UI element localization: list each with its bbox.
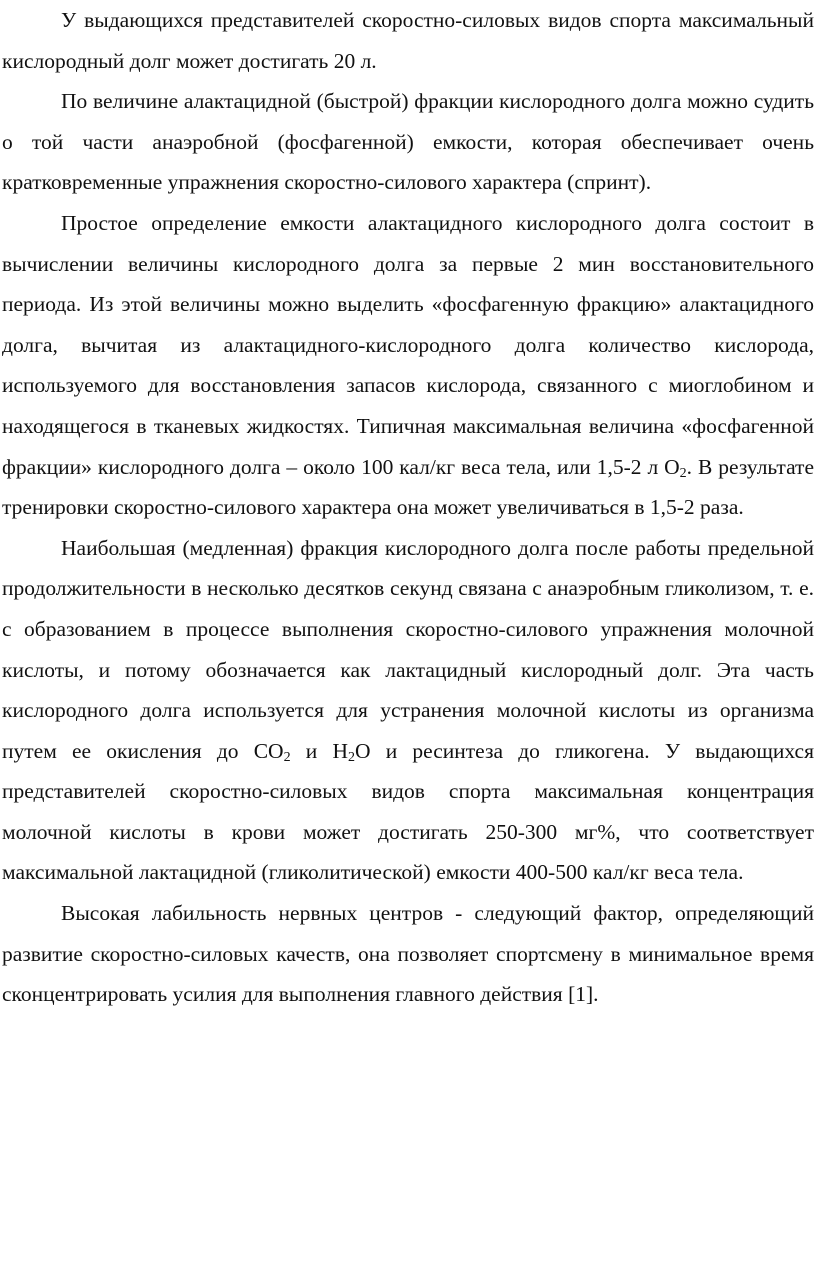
paragraph-text: У выдающихся представителей скоростно-силовых видов спорта максимальный кислородный долг может достигать 20 л. (2, 8, 814, 73)
paragraph-text: . В результате тренировки скоростно-силового характера она может увеличиваться в 1,5-2 раза. (2, 454, 814, 520)
paragraph-text: По величине алактацидной (быстрой) фракции кислородного долга можно судить о той части анаэробной (фосфагенной) емкости, которая обеспечивает очень кратковременные упражнения скоростно-силового характера (спринт). (2, 89, 814, 195)
document-page (2, 0, 814, 1015)
subscript-2: 2 (679, 465, 687, 481)
paragraph-phosphagen-fraction (2, 203, 814, 528)
paragraph-text: Высокая лабильность нервных центров - следующий фактор, определяющий развитие скоростно-силовых качеств, она позволяет спортсмену в минимальное время сконцентрировать усилия для выполнения главного действия [1]. (2, 901, 814, 1007)
paragraph-lactacid-debt (2, 528, 814, 893)
paragraph-text: Простое определение емкости алактацидного кислородного долга состоит в вычислении величины кислородного долга за первые 2 мин восстановительного периода. Из этой величины можно выделить «фосфагенную фракцию» алактацидного долга, вычитая из алактацидного-кислородного долга количество кислорода, используемого для восстановления запасов кислорода, связанного с миоглобином и находящегося в тканевых жидкостях. Типичная максимальная величина «фосфагенной фракции» кислородного долга – около 100 кал/кг веса тела, или 1,5-2 л O (2, 210, 814, 479)
paragraph-max-oxygen-debt (2, 0, 814, 81)
subscript-2: 2 (348, 749, 355, 765)
paragraph-text: и H (290, 738, 348, 763)
paragraph-alactacid-fraction (2, 81, 814, 203)
paragraph-text: Наибольшая (медленная) фракция кислородного долга после работы предельной продолжительности в несколько десятков секунд связана с анаэробным гликолизом, т. е. с образованием в процессе выполнения скоростно-силового упражнения молочной кислоты, и потому обозначается как лактацидный кислородный долг. Эта часть кислородного долга используется для устранения молочной кислоты из организма путем ее окисления до CO (2, 535, 814, 763)
paragraph-text: O и ресинтеза до гликогена. У выдающихся представителей скоростно-силовых видов спорта максимальная концентрация молочной кислоты в крови может достигать 250-300 мг%, что соответствует максимальной лактацидной (гликолитической) емкости 400-500 кал/кг веса тела. (2, 738, 814, 885)
paragraph-nervous-lability (2, 893, 814, 1015)
subscript-2: 2 (283, 749, 291, 765)
